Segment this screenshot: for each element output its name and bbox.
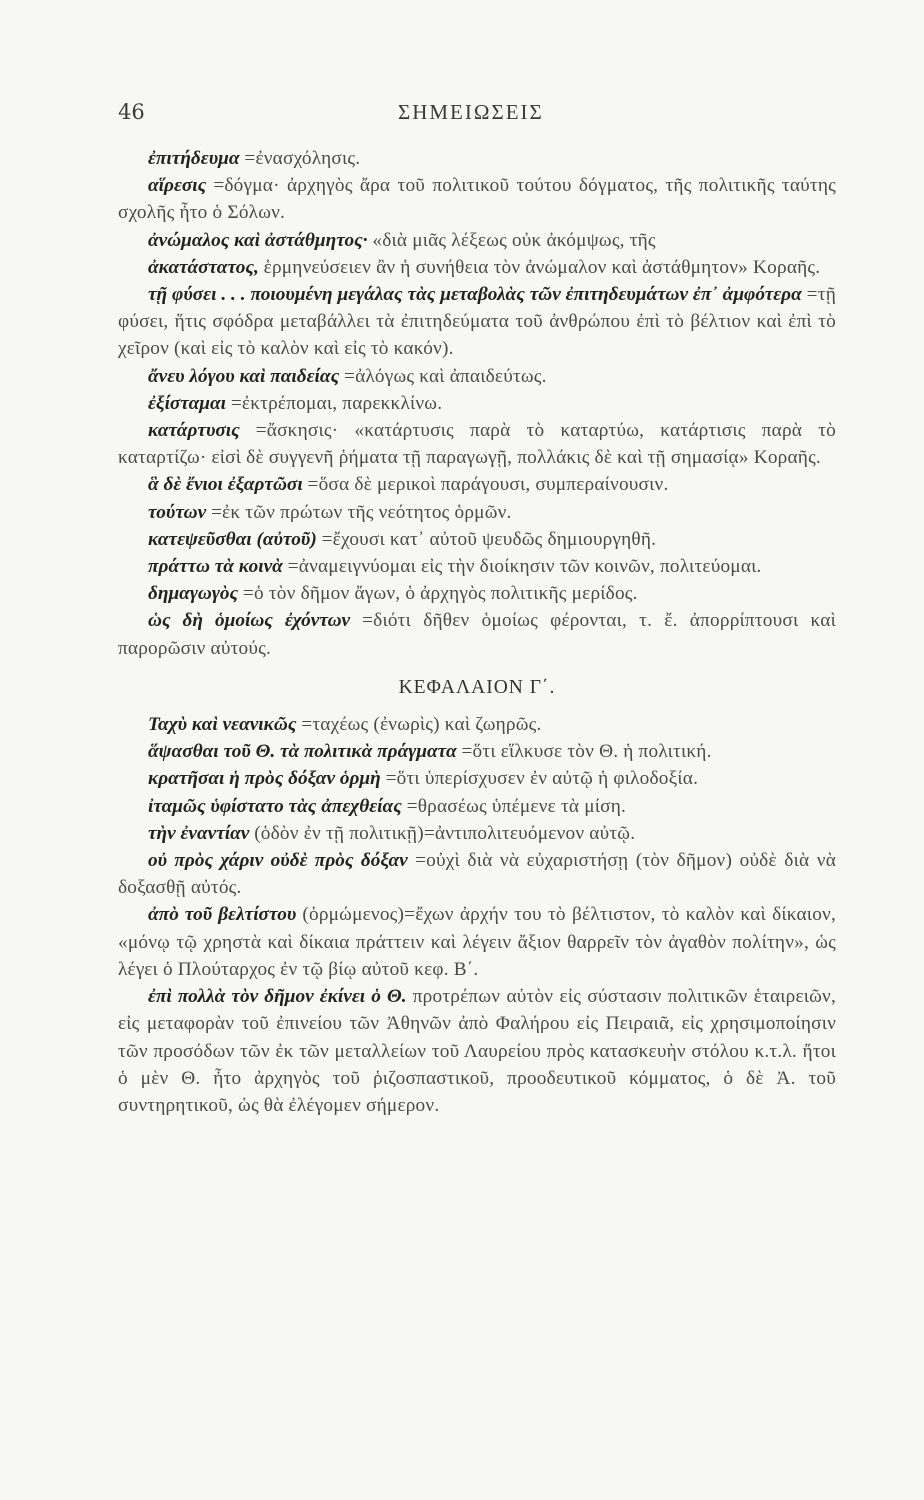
note-gloss: «διὰ μιᾶς λέξεως οὐκ ἀκόμψως, τῆς [372,229,656,251]
note-lemma: ἄνευ λόγου καὶ παιδείας [148,365,340,387]
note-gloss: (ὁδὸν ἐν τῇ πολιτικῇ)=ἀντιπολιτευόμενον αὐτῷ. [254,822,636,844]
note-entry [118,227,836,254]
note-entry [118,793,836,820]
note-lemma: ἀπὸ τοῦ βελτίστου [148,904,297,926]
note-lemma: ἀκατάστατος, [148,256,259,278]
note-lemma: ἃ δὲ ἔνιοι ἐξαρτῶσι [148,474,303,496]
note-gloss: =θρασέως ὑπέμενε τὰ μίση. [406,795,627,817]
note-gloss: =ἔχουσι κατ᾽ αὐτοῦ ψευδῶς δημιουργηθῆ. [321,528,657,550]
note-entry [118,172,836,226]
note-lemma: τὴν ἐναντίαν [148,822,250,844]
chapter-heading: ΚΕΦΑΛΑΙΟΝ Γ΄. [398,676,556,698]
notes-text [118,145,836,1119]
note-entry [118,499,836,526]
note-gloss: =διότι δῆθεν ὁμοίως φέρονται, τ. ἔ. ἀπορρίπτουσι καὶ παρορῶσιν αὐτούς. [118,610,836,659]
note-entry [118,417,836,471]
note-entry [118,281,836,363]
note-entry [118,738,836,765]
note-entry [118,607,836,661]
note-lemma: κατάρτυσις [148,420,240,442]
note-gloss: =οὐχὶ διὰ νὰ εὐχαριστήσῃ (τὸν δῆμον) οὐδὲ διὰ νὰ δοξασθῇ αὐτός. [118,850,836,899]
note-lemma: ἰταμῶς ὑφίστατο τὰς ἀπεχθείας [148,795,402,817]
note-lemma: Ταχὺ καὶ νεανικῶς [148,714,297,736]
note-entry [118,580,836,607]
note-gloss: =ὁ τὸν δῆμον ἄγων, ὁ ἀρχηγὸς πολιτικῆς μερίδος. [242,583,638,605]
note-lemma: οὐ πρὸς χάριν οὐδὲ πρὸς δόξαν [148,850,408,872]
note-entry [118,145,836,172]
note-gloss: =ἐκ τῶν πρώτων τῆς νεότητος ὁρμῶν. [210,501,512,523]
notes-section-1 [118,145,836,662]
note-entry [118,847,836,901]
note-lemma: κατεψεῦσθαι (αὐτοῦ) [148,528,317,550]
note-lemma: πράττω τὰ κοινὰ [148,556,283,578]
note-entry [118,820,836,847]
note-lemma: κρατῆσαι ἡ πρὸς δόξαν ὁρμὴ [148,768,381,790]
note-lemma: ὡς δὴ ὁμοίως ἐχόντων [148,610,351,632]
note-lemma: τῇ φύσει . . . ποιουμένη μεγάλας τὰς μεταβολὰς τῶν ἐπιτηδευμάτων ἐπ᾽ ἀμφότερα [148,284,802,306]
note-gloss: =ἐκτρέπομαι, παρεκκλίνω. [230,392,443,414]
note-lemma: ἀνώμαλος καὶ ἀστάθμητος· [148,229,368,251]
note-entry [118,390,836,417]
note-gloss: ἑρμηνεύσειεν ἂν ἡ συνήθεια τὸν ἀνώμαλον καὶ ἀστάθμητον» Κοραῆς. [263,256,821,278]
note-gloss: =ἀναμειγνύομαι εἰς τὴν διοίκησιν τῶν κοινῶν, πολιτεύομαι. [287,556,762,578]
note-entry [118,765,836,792]
note-gloss: =ὅσα δὲ μερικοὶ παράγουσι, συμπεραίνουσιν. [307,474,669,496]
running-head [118,100,818,130]
note-gloss: =δόγμα· ἀρχηγὸς ἄρα τοῦ πολιτικοῦ τούτου δόγματος, τῆς πολιτικῆς ταύτης σχολῆς ἦτο ὁ Σόλων. [118,175,836,224]
note-entry [118,254,836,281]
note-entry [118,983,836,1119]
note-entry [118,553,836,580]
note-gloss: =ἐνασχόλησις. [244,148,361,169]
note-gloss: =ὅτι εἵλκυσε τὸν Θ. ἡ πολιτική. [461,741,712,763]
note-gloss: =τῇ φύσει, ἥτις σφόδρα μεταβάλλει τὰ ἐπιτηδεύματα τοῦ ἀνθρώπου ἐπὶ τὸ βέλτιον καὶ ἐπὶ τὸ χεῖρον (καὶ εἰς τὸ καλὸν καὶ εἰς τὸ κακόν). [118,284,836,360]
note-lemma: ἐπὶ πολλὰ τὸν δῆμον ἐκίνει ὁ Θ. [148,986,407,1008]
note-gloss: =ἄσκησις· «κατάρτυσις παρὰ τὸ καταρτύω, κατάρτισις παρὰ τὸ καταρτίζω· εἰσὶ δὲ συγγενῆ ῥήματα τῇ παραγωγῇ, πολλάκις δὲ καὶ τῇ σημασίᾳ» Κοραῆς. [118,420,836,469]
note-lemma: τούτων [148,501,207,523]
note-lemma: ἐξίσταμαι [148,392,227,414]
notes-section-2 [118,711,836,1119]
note-gloss: (ὁρμώμενος)=ἔχων ἀρχήν του τὸ βέλτιστον, τὸ καλὸν καὶ δίκαιον, «μόνῳ τῷ χρηστὰ καὶ δίκαια πράττειν καὶ λέγειν ἄξιον θαρρεῖν τὸν ἀγαθὸν πολίτην», ὡς λέγει ὁ Πλούταρχος ἐν τῷ βίῳ αὐτοῦ κεφ. Β΄. [118,904,836,980]
note-gloss: =ὅτι ὑπερίσχυσεν ἐν αὐτῷ ἡ φιλοδοξία. [385,768,699,790]
note-lemma: ἐπιτήδευμα [148,148,240,169]
note-lemma: δημαγωγὸς [148,583,239,605]
note-gloss: =ἀλόγως καὶ ἀπαιδεύτως. [344,365,547,387]
page-number: 46 [118,100,145,124]
note-entry [118,526,836,553]
note-entry [118,363,836,390]
note-lemma: αἵρεσις [148,175,207,197]
note-lemma: ἅψασθαι τοῦ Θ. τὰ πολιτικὰ πράγματα [148,741,457,763]
note-entry [118,471,836,498]
running-head-title: ΣΗΜΕΙΩΣΕΙΣ [398,100,544,124]
note-gloss: =ταχέως (ἐνωρὶς) καὶ ζωηρῶς. [301,714,542,736]
note-gloss: προτρέπων αὐτὸν εἰς σύστασιν πολιτικῶν ἑταιρειῶν, εἰς μεταφορὰν τοῦ ἐπινείου τῶν Ἀθηνῶν ἀπὸ Φαλήρου εἰς Πειραιᾶ, εἰς χρησιμοποίησιν τῶν προσόδων τῶν ἐκ τῶν μεταλλείων τοῦ Λαυρείου πρὸς κατασκευὴν στόλου κ.τ.λ. ἤτοι ὁ μὲν Θ. ἦτο ἀρχηγὸς τοῦ ῥιζοσπαστικοῦ, προοδευτικοῦ κόμματος, ὁ δὲ Ἀ. τοῦ συντηρητικοῦ, ὡς θὰ ἐλέγομεν σήμερον. [118,986,836,1116]
note-entry [118,901,836,983]
note-entry [118,711,836,738]
